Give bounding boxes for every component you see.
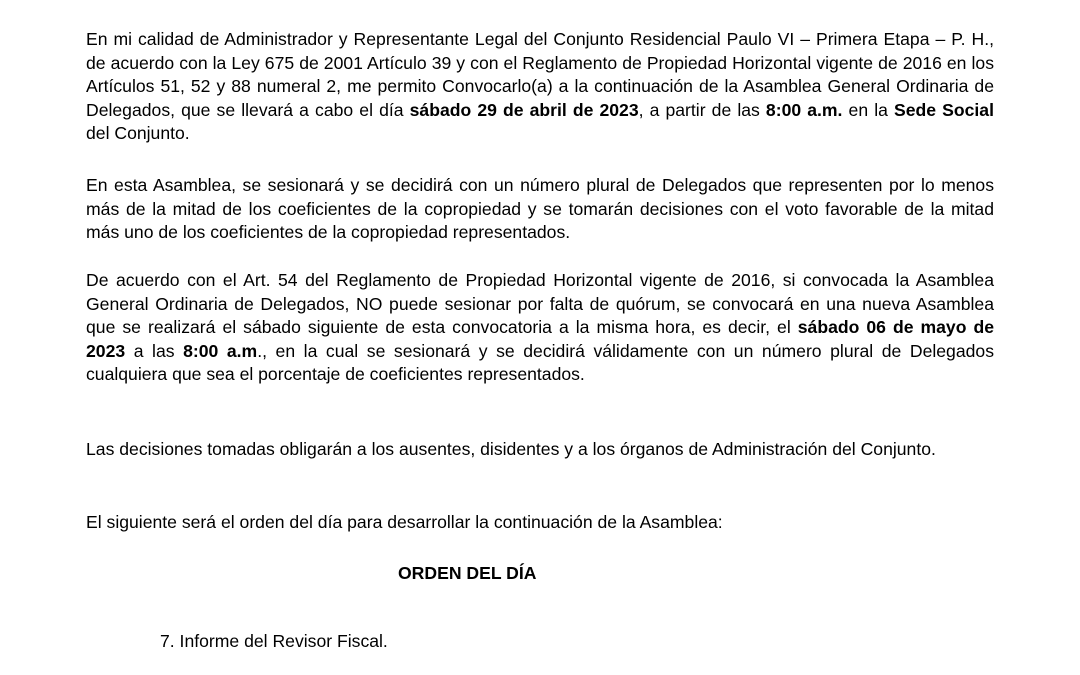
meeting-date: sábado 29 de abril de 2023 [409, 99, 639, 120]
second-call-date: sábado 06 de mayo de 2023 [86, 317, 994, 361]
second-call-text-end: ., en la cual se sesionará y se decidirá válidamente con un número plural de Delegados cualquiera que sea el porcentaje de coeficientes representados. [86, 340, 994, 384]
convocation-text-time-intro: , a partir de las [638, 99, 766, 120]
convocation-text-intro: En mi calidad de Administrador y Representante Legal del Conjunto Residencial Paulo VI – Primera Etapa – P. H., de acuerdo con la Ley 675 de 2001 Artículo 39 y con el Reglamento de Propiedad Horizontal vigente de 2016 en los Artículos 51, 52 y 88 numeral 2, me permito Convocarlo(a) a la continuación de la Asamblea General Ordinaria de Delegados, que se llevará a cabo el día [86, 29, 994, 120]
second-call-paragraph [86, 269, 994, 387]
second-call-text-intro: De acuerdo con el Art. 54 del Reglamento de Propiedad Horizontal vigente de 2016, si convocada la Asamblea General Ordinaria de Delegados, NO puede sesionar por falta de quórum, se convocará en una nueva Asamblea que se realizará el sábado siguiente de esta convocatoria a la misma hora, es decir, el [86, 270, 994, 337]
decisions-paragraph: Las decisiones tomadas obligarán a los ausentes, disidentes y a los órganos de Administración del Conjunto. [86, 439, 936, 459]
quorum-paragraph: En esta Asamblea, se sesionará y se decidirá con un número plural de Delegados que representen por lo menos más de la mitad de los coeficientes de la copropiedad y se tomarán decisiones con el voto favorable de la mitad más uno de los coeficientes de la copropiedad representados. [86, 175, 994, 242]
agenda-item: 7. Informe del Revisor Fiscal. [160, 631, 388, 651]
agenda-intro-paragraph: El siguiente será el orden del día para desarrollar la continuación de la Asamblea: [86, 512, 723, 532]
meeting-time: 8:00 a.m. [765, 99, 843, 120]
second-call-time: 8:00 a.m [183, 340, 258, 361]
agenda-heading: ORDEN DEL DÍA [398, 563, 537, 583]
meeting-place: Sede Social [894, 99, 994, 120]
agenda-list [160, 630, 388, 654]
convocation-text-place-intro: en la [842, 99, 894, 120]
second-call-text-time-intro: a las [125, 340, 184, 361]
convocation-paragraph [86, 28, 994, 146]
convocation-text-end: del Conjunto. [86, 123, 190, 143]
